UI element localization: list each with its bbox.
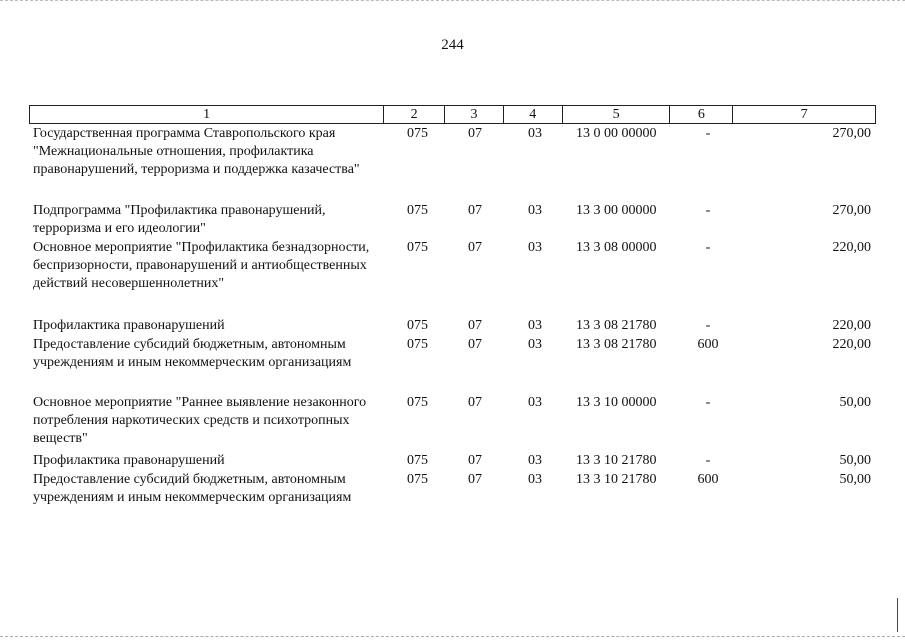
column-header-4: 4 [504, 106, 563, 123]
column-header-7: 7 [800, 107, 808, 122]
row-code-2: 075 [407, 318, 428, 333]
row-code-4: 03 [528, 472, 542, 487]
column-header-6: 6 [670, 106, 733, 123]
row-code-3: 07 [468, 318, 482, 333]
row-code-5: 13 3 08 21780 [576, 337, 657, 352]
scan-edge-right [897, 598, 898, 632]
row-code-4: 03 [528, 337, 542, 352]
row-code-4: 03 [528, 240, 542, 255]
row-code-2: 075 [407, 240, 428, 255]
row-code-6: 600 [697, 472, 719, 487]
row-amount: 220,00 [832, 337, 871, 352]
row-code-6: - [705, 395, 711, 410]
row-code-5: 13 3 08 00000 [576, 240, 657, 255]
row-name: Профилактика правонарушений [33, 318, 225, 333]
row-name: Предоставление субсидий бюджетным, автономным учреждениям и иным некоммерческим организациям [33, 472, 352, 505]
row-code-3: 07 [468, 337, 482, 352]
row-code-6: - [705, 318, 711, 333]
row-amount: 50,00 [839, 472, 871, 487]
row-code-2: 075 [407, 453, 428, 468]
row-code-5: 13 3 00 00000 [576, 203, 657, 218]
page-number: 244 [441, 37, 464, 53]
row-code-2: 075 [407, 337, 428, 352]
row-code-5: 13 3 08 21780 [576, 318, 657, 333]
row-code-5: 13 3 10 21780 [576, 453, 657, 468]
row-code-4: 03 [528, 126, 542, 141]
column-header-5: 5 [563, 106, 671, 123]
column-header-3: 3 [445, 106, 504, 123]
row-name: Государственная программа Ставропольского края "Межнациональные отношения, профилактика правонарушений, терроризма и поддержка казачества" [33, 126, 360, 177]
row-code-4: 03 [528, 318, 542, 333]
row-code-4: 03 [528, 453, 542, 468]
row-code-2: 075 [407, 395, 428, 410]
row-code-2: 075 [407, 472, 428, 487]
row-code-3: 07 [468, 395, 482, 410]
row-amount: 220,00 [832, 240, 871, 255]
row-code-6: - [705, 126, 711, 141]
row-name: Основное мероприятие "Раннее выявление незаконного потребления наркотических средств и психотропных веществ" [33, 395, 367, 446]
row-name: Предоставление субсидий бюджетным, автономным учреждениям и иным некоммерческим организациям [33, 337, 352, 370]
row-amount: 50,00 [839, 453, 871, 468]
row-code-3: 07 [468, 453, 482, 468]
row-code-5: 13 3 10 21780 [576, 472, 657, 487]
row-amount: 220,00 [832, 318, 871, 333]
row-code-6: - [705, 453, 711, 468]
row-code-5: 13 0 00 00000 [576, 126, 657, 141]
row-code-4: 03 [528, 395, 542, 410]
scan-edge-bottom [0, 630, 905, 637]
row-code-3: 07 [468, 240, 482, 255]
column-header-1: 1 [30, 106, 384, 123]
row-code-5: 13 3 10 00000 [576, 395, 657, 410]
row-name: Профилактика правонарушений [33, 453, 225, 468]
row-name: Основное мероприятие "Профилактика безнадзорности, беспризорности, правонарушений и антиобщественных действий несовершеннолетних" [33, 240, 370, 291]
row-code-2: 075 [407, 203, 428, 218]
row-amount: 270,00 [832, 203, 871, 218]
row-code-6: 600 [697, 337, 719, 352]
row-code-3: 07 [468, 126, 482, 141]
row-code-4: 03 [528, 203, 542, 218]
row-name: Подпрограмма "Профилактика правонарушений, терроризма и его идеологии" [33, 203, 326, 236]
column-header-2: 2 [384, 106, 445, 123]
row-code-6: - [705, 240, 711, 255]
row-amount: 270,00 [832, 126, 871, 141]
row-code-3: 07 [468, 203, 482, 218]
scan-edge-top [0, 0, 905, 7]
row-code-2: 075 [407, 126, 428, 141]
row-amount: 50,00 [839, 395, 871, 410]
table-header [29, 105, 876, 124]
row-code-3: 07 [468, 472, 482, 487]
row-code-6: - [705, 203, 711, 218]
